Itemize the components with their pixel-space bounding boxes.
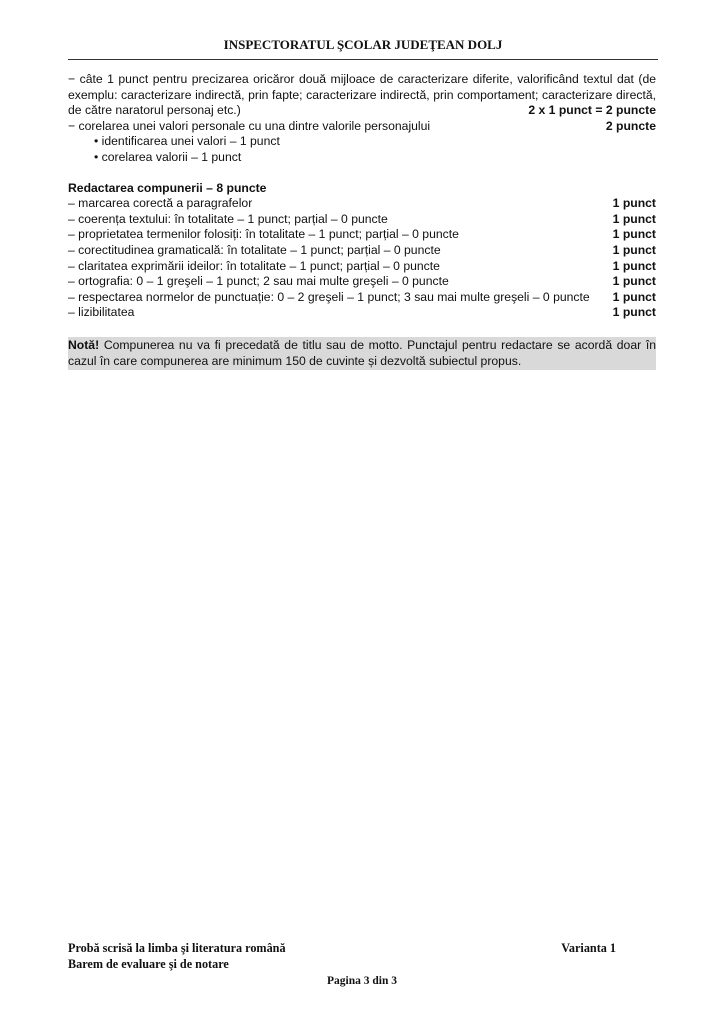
note-text: Compunerea nu va fi precedată de titlu sau de motto. Punctajul pentru redactare se acordă doar în cazul în care compunerea are minimum 150 de cuvinte și dezvoltă subiectul propus. bbox=[68, 337, 656, 368]
document-body bbox=[68, 72, 656, 370]
footer-exam-title: Probă scrisă la limba şi literatura română bbox=[68, 941, 286, 955]
redactare-item bbox=[68, 212, 656, 228]
redactare-item-text: – claritatea exprimării ideilor: în totalitate – 1 punct; parțial – 0 puncte bbox=[68, 258, 440, 273]
criterion-characterization bbox=[68, 72, 656, 119]
criterion-text: − câte 1 punct pentru precizarea oricăror două mijloace de caracterizare diferite, valorificând textul dat (de exemplu: caracterizare indirectă, prin fapte; caracterizare indirectă, prin comportament; caracterizare directă, de către naratorul personaj etc.) bbox=[68, 72, 656, 118]
redactare-item-text: – ortografia: 0 – 1 greşeli – 1 punct; 2 sau mai multe greşeli – 0 puncte bbox=[68, 274, 449, 289]
redactare-item bbox=[68, 274, 656, 290]
redactare-item-text: – lizibilitatea bbox=[68, 305, 135, 320]
redactare-list bbox=[68, 196, 656, 321]
redactare-item-text: – coerența textului: în totalitate – 1 punct; parțial – 0 puncte bbox=[68, 211, 388, 226]
redactare-item-text: – marcarea corectă a paragrafelor bbox=[68, 196, 253, 211]
redactare-item bbox=[68, 227, 656, 243]
redactare-item bbox=[68, 259, 656, 275]
redactare-item-text: – corectitudinea gramaticală: în totalitate – 1 punct; parțial – 0 puncte bbox=[68, 242, 441, 257]
redactare-item-points: 1 punct bbox=[612, 196, 656, 211]
redactare-item bbox=[68, 305, 656, 321]
page-number: Pagina 3 din 3 bbox=[327, 975, 397, 987]
redactare-item-points: 1 punct bbox=[612, 289, 656, 304]
criterion-correlation bbox=[68, 119, 656, 135]
criterion-points: 2 x 1 punct = 2 puncte bbox=[528, 103, 656, 118]
redactare-item bbox=[68, 243, 656, 259]
section-title-redactare: Redactarea compunerii – 8 puncte bbox=[68, 180, 267, 195]
criterion-points: 2 puncte bbox=[605, 118, 656, 133]
redactare-item-text: – proprietatea termenilor folosiți: în totalitate – 1 punct; parțial – 0 puncte bbox=[68, 227, 459, 242]
note-box bbox=[68, 337, 656, 370]
note-label: Notă! bbox=[68, 337, 100, 352]
redactare-item-points: 1 punct bbox=[612, 305, 656, 320]
redactare-item-points: 1 punct bbox=[612, 211, 656, 226]
redactare-item bbox=[68, 290, 656, 306]
redactare-item-points: 1 punct bbox=[612, 258, 656, 273]
sub-criterion: • corelarea valorii – 1 punct bbox=[94, 149, 242, 164]
sub-criterion: • identificarea unei valori – 1 punct bbox=[94, 134, 280, 149]
page-header-title: INSPECTORATUL ŞCOLAR JUDEŢEAN DOLJ bbox=[223, 37, 503, 52]
footer-variant: Varianta 1 bbox=[561, 941, 616, 955]
redactare-item-points: 1 punct bbox=[612, 227, 656, 242]
redactare-item-points: 1 punct bbox=[612, 274, 656, 289]
header-divider bbox=[68, 59, 658, 60]
redactare-item bbox=[68, 196, 656, 212]
redactare-item-points: 1 punct bbox=[612, 242, 656, 257]
footer-subtitle: Barem de evaluare şi de notare bbox=[68, 957, 229, 971]
page-footer bbox=[68, 940, 616, 972]
redactare-item-text: – respectarea normelor de punctuație: 0 – 2 greşeli – 1 punct; 3 sau mai multe greşeli – 0 puncte bbox=[68, 289, 590, 304]
criterion-text: − corelarea unei valori personale cu una dintre valorile personajului bbox=[68, 118, 431, 133]
